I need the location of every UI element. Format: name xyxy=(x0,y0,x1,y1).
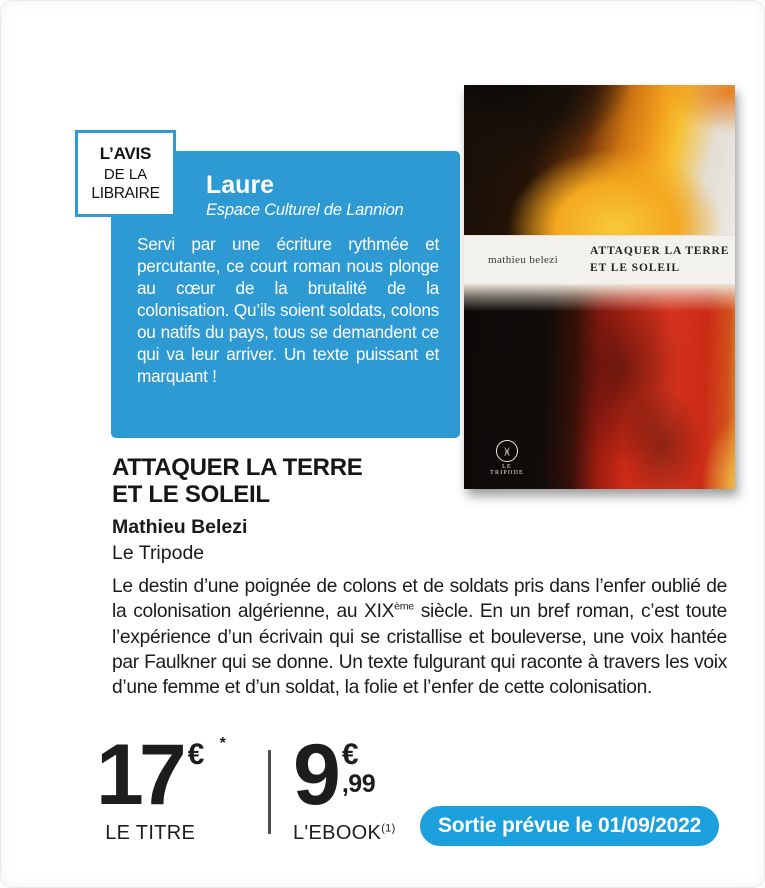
title-price-currency-wrap: € * xyxy=(187,735,226,771)
book-cover xyxy=(464,85,735,489)
cover-title-band xyxy=(464,235,735,285)
book-publisher: Le Tripode xyxy=(112,541,205,564)
ebook-price-block xyxy=(293,727,396,845)
title-price xyxy=(96,727,226,823)
cover-title xyxy=(590,243,729,278)
tripode-logo-icon: )( xyxy=(496,440,518,462)
reviewer xyxy=(206,172,450,220)
publisher-logo-text: LE TRIPODE xyxy=(490,464,524,476)
ebook-price-currency-wrap xyxy=(342,740,375,797)
publisher-logo xyxy=(484,440,530,476)
description-superscript: ème xyxy=(394,600,414,613)
cover-title-line1: ATTAQUER LA TERRE xyxy=(590,244,730,257)
ebook-price-cents: ,99 xyxy=(341,770,376,798)
review-text: Servi par une écriture rythmée et percutante, ce court roman nous plonge au cœur de la brutalité de la colonisation. Qu’ils soient soldats, colons ou natifs du pays, tous se demandent ce qui va leur arriver. Un texte puissant et marquant ! xyxy=(137,234,439,387)
librarian-opinion-box xyxy=(75,130,176,217)
description-part2: siècle. En un bref roman, c’est toute l’expérience d’un écrivain qui se cristallise et bouleverse, une voix hantée par Faulkner qui se donne. Un texte fulgurant qui raconte à travers les voix d’une femme et d’un soldat, la folie et l’enfer de cette colonisation. xyxy=(112,601,727,699)
title-price-label: LE TITRE xyxy=(105,822,196,845)
book-description xyxy=(112,574,727,701)
reviewer-store: Espace Culturel de Lannion xyxy=(206,201,404,220)
book-title-line1: ATTAQUER LA TERRE xyxy=(112,454,363,481)
ebook-label-text: L'EBOOK xyxy=(293,822,382,845)
avis-line2: DE LA xyxy=(103,165,148,183)
reviewer-name: Laure xyxy=(206,171,275,199)
euro-icon: € xyxy=(341,738,359,771)
ebook-price-amount: 9 xyxy=(293,727,336,823)
price-divider xyxy=(268,750,271,834)
book-title xyxy=(112,455,472,509)
book-title-line2: ET LE SOLEIL xyxy=(112,480,270,508)
book-info xyxy=(112,455,472,565)
book-author: Mathieu Belezi xyxy=(112,515,248,538)
release-date-badge: Sortie prévue le 01/09/2022 xyxy=(420,806,719,846)
euro-icon: € xyxy=(187,738,205,771)
cover-art-red-field xyxy=(464,285,735,489)
title-price-amount: 17 xyxy=(96,727,182,823)
ebook-price-label xyxy=(293,822,396,845)
avis-line3: LIBRAIRE xyxy=(91,185,160,203)
cover-author: mathieu belezi xyxy=(488,254,559,266)
cover-title-line2: ET LE SOLEIL xyxy=(590,262,680,274)
ebook-price xyxy=(293,727,376,823)
title-price-block xyxy=(96,727,226,845)
description-part1: Le destin d’une poignée de colons et de soldats pris dans l’enfer oublié de la colonisation algérienne, au XIX xyxy=(112,576,727,623)
cover-art-flames xyxy=(464,85,735,235)
avis-line1: L’AVIS xyxy=(99,143,152,163)
ebook-footnote: (1) xyxy=(381,822,396,835)
